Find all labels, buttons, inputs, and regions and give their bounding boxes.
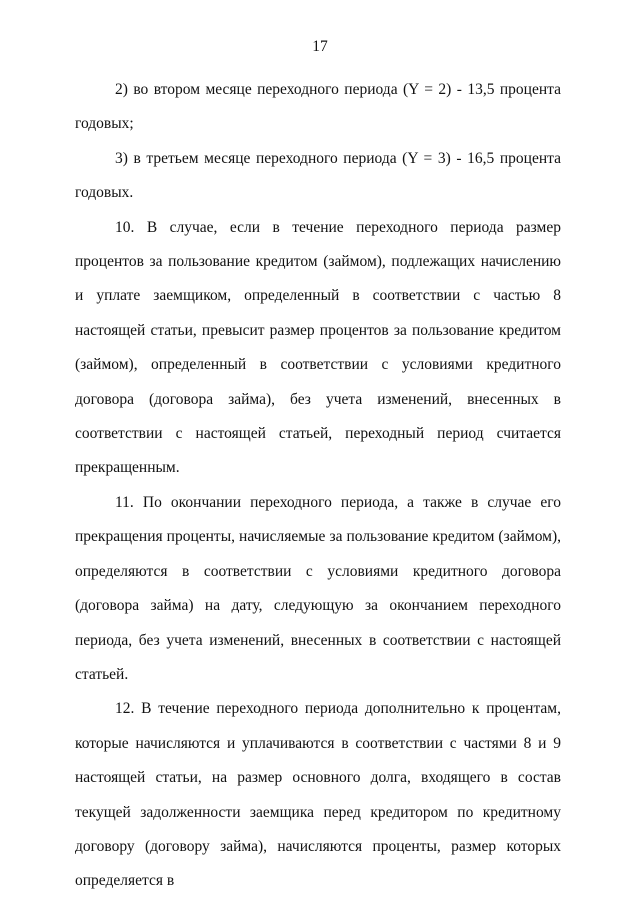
paragraph-item-2: 2) во втором месяце переходного периода (Y = 2) - 13,5 процента годовых; [75, 81, 561, 133]
paragraph-12: 12. В течение переходного периода дополнительно к процентам, которые начисляются и уплачиваются в соответствии с частями 8 и 9 настоящей статьи, на размер основного долга, входящего в состав текущей задолженности заемщика перед кредитором по кредитному договору (договору займа), начисляются проценты, размер которых определяется в [75, 700, 561, 890]
page-number: 17 [312, 38, 328, 55]
document-body [75, 73, 561, 899]
paragraph-11: 11. По окончании переходного периода, а также в случае его прекращения проценты, начисляемые за пользование кредитом (займом), определяются в соответствии с условиями кредитного договора (договора займа) на дату, следующую за окончанием переходного периода, без учета изменений, внесенных в соответствии с настоящей статьей. [75, 493, 561, 683]
paragraph-10: 10. В случае, если в течение переходного периода размер процентов за пользование кредитом (займом), подлежащих начислению и уплате заемщиком, определенный в соответствии с частью 8 настоящей статьи, превысит размер процентов за пользование кредитом (займом), определенный в соответствии с условиями кредитного договора (договора займа), без учета изменений, внесенных в соответствии с настоящей статьей, переходный период считается прекращенным. [75, 218, 561, 477]
paragraph-item-3: 3) в третьем месяце переходного периода (Y = 3) - 16,5 процента годовых. [75, 149, 561, 202]
